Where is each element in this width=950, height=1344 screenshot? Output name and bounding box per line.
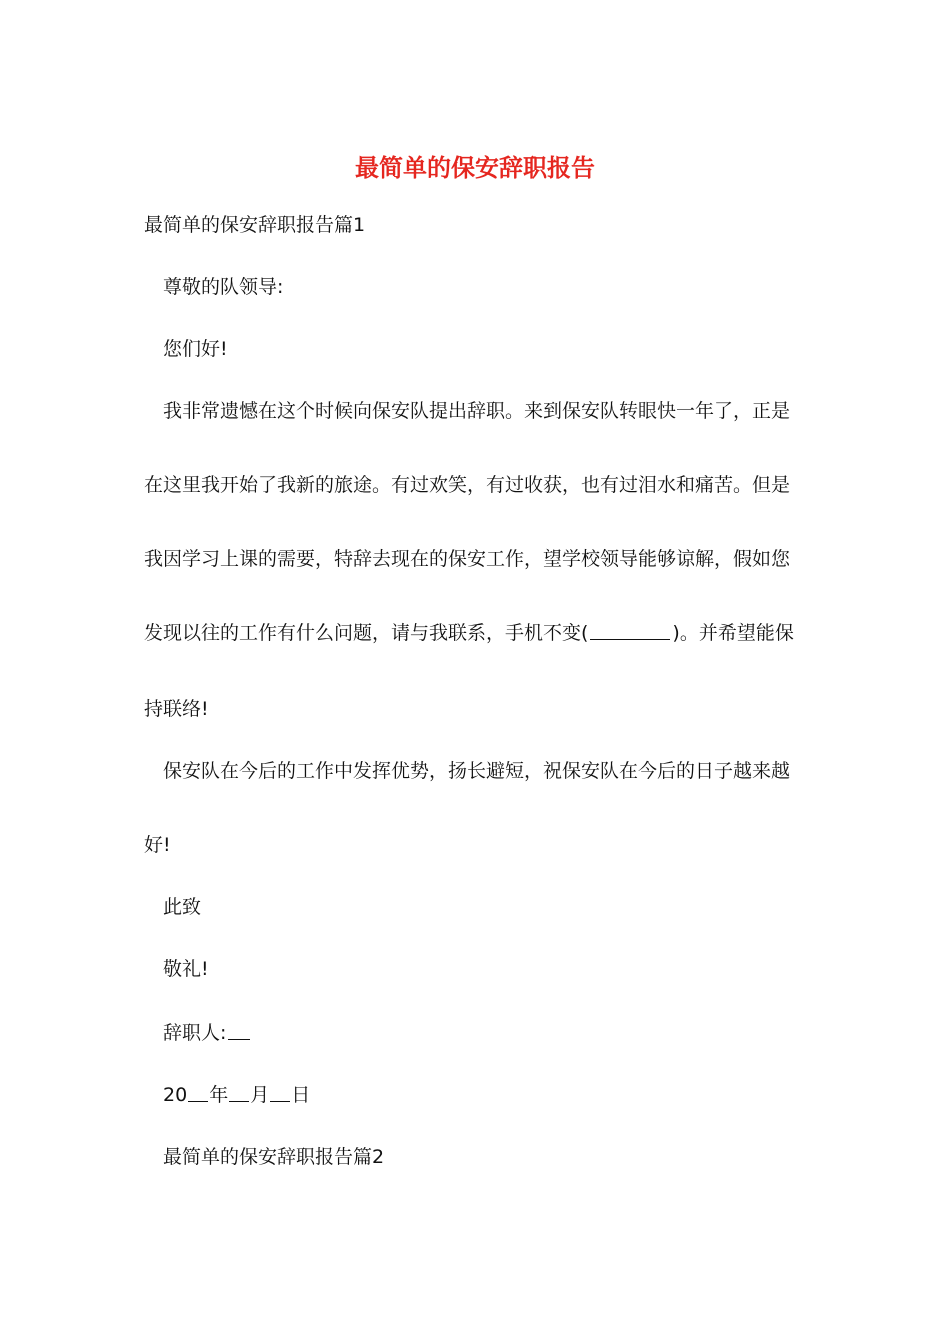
paragraph-2-line-1: 保安队在今后的工作中发挥优势，扬长避短，祝保安队在今后的日子越来越	[163, 760, 791, 782]
date-month-label: 月	[250, 1084, 270, 1106]
month-blank	[229, 1100, 249, 1102]
section-heading-2: 最简单的保安辞职报告篇2	[163, 1146, 385, 1168]
closing-jing-li: 敬礼!	[163, 958, 209, 980]
section-heading-1: 最简单的保安辞职报告篇1	[144, 214, 366, 236]
phone-blank	[590, 638, 670, 640]
paragraph-1-line-5: 持联络!	[144, 698, 209, 720]
closing-ci-zhi: 此致	[163, 896, 202, 918]
date-prefix: 20	[163, 1084, 188, 1106]
paragraph-1-line-4	[144, 618, 794, 648]
signer-label: 辞职人:	[163, 1022, 227, 1044]
day-blank	[270, 1100, 290, 1102]
paragraph-1-line-3: 我因学习上课的需要，特辞去现在的保安工作，望学校领导能够谅解，假如您	[144, 548, 791, 570]
year-blank	[188, 1100, 208, 1102]
date-line	[163, 1080, 310, 1110]
date-year-label: 年	[209, 1084, 229, 1106]
greeting: 您们好!	[163, 338, 228, 360]
date-day-label: 日	[291, 1084, 311, 1106]
signer-blank	[228, 1038, 250, 1040]
paragraph-1-line-1: 我非常遗憾在这个时候向保安队提出辞职。来到保安队转眼快一年了，正是	[163, 400, 791, 422]
paragraph-1-line-2: 在这里我开始了我新的旅途。有过欢笑，有过收获，也有过泪水和痛苦。但是	[144, 474, 791, 496]
paragraph-1-line-4-end: )。并希望能保	[672, 622, 794, 644]
paragraph-2-line-2: 好!	[144, 834, 171, 856]
paragraph-1-line-4-start: 发现以往的工作有什么问题，请与我联系，手机不变(	[144, 622, 589, 644]
signer-line	[163, 1018, 252, 1048]
salutation: 尊敬的队领导:	[163, 276, 284, 298]
document-title: 最简单的保安辞职报告	[355, 153, 595, 182]
